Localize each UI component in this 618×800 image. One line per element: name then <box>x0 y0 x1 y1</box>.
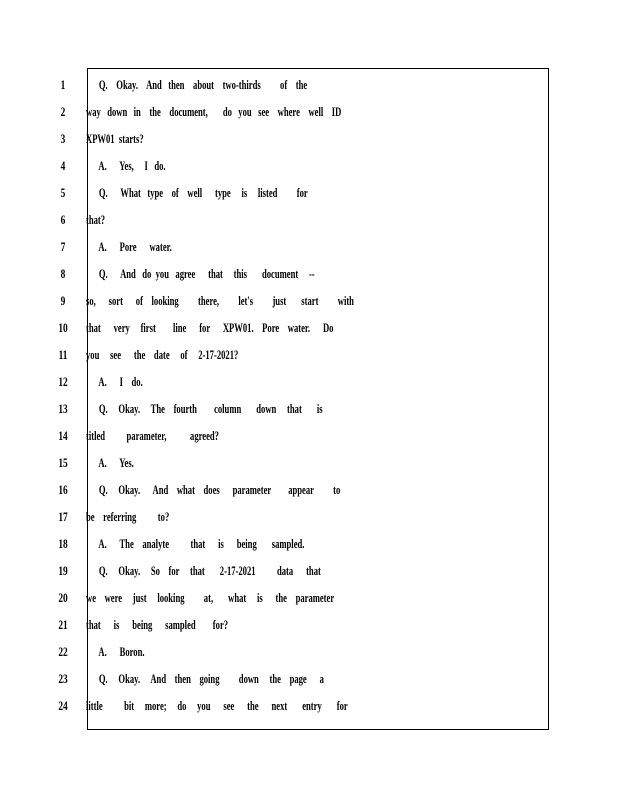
transcript-line <box>0 152 618 179</box>
transcript-line <box>0 206 618 233</box>
transcript-line <box>0 611 618 638</box>
transcript-line <box>0 98 618 125</box>
line-number: 4 <box>60 158 66 173</box>
line-text: be referring to? <box>86 509 170 524</box>
line-text: A. Yes. <box>86 455 134 470</box>
line-text: A. Yes, I do. <box>86 158 166 173</box>
transcript-line <box>0 233 618 260</box>
transcript-line <box>0 395 618 422</box>
line-number: 13 <box>58 401 68 416</box>
line-text: that is being sampled for? <box>86 617 229 632</box>
line-text: Q. What type of well type is listed for <box>86 185 308 200</box>
line-text: Q. Okay. So for that 2-17-2021 data that <box>86 563 321 578</box>
line-text: you see the date of 2-17-2021? <box>86 347 239 362</box>
line-text: Q. And do you agree that this document -- <box>86 266 315 281</box>
line-text: that? <box>86 212 106 227</box>
line-text: A. Boron. <box>86 644 145 659</box>
line-text: titled parameter, agreed? <box>86 428 219 443</box>
line-text: so, sort of looking there, let's just start with <box>86 293 354 308</box>
line-text: Q. Okay. And then about two-thirds of the <box>86 77 308 92</box>
transcript-line <box>0 476 618 503</box>
line-number: 6 <box>60 212 66 227</box>
transcript-line <box>0 422 618 449</box>
transcript-line <box>0 449 618 476</box>
line-number: 17 <box>58 509 68 524</box>
line-number: 5 <box>60 185 66 200</box>
line-text: we were just looking at, what is the parameter <box>86 590 335 605</box>
transcript-line <box>0 557 618 584</box>
line-number: 10 <box>58 320 68 335</box>
line-number: 3 <box>60 131 66 146</box>
line-number: 11 <box>58 347 68 362</box>
line-number: 23 <box>58 671 68 686</box>
line-number: 22 <box>58 644 68 659</box>
transcript-line <box>0 584 618 611</box>
transcript-line <box>0 341 618 368</box>
line-number: 20 <box>58 590 68 605</box>
transcript-line <box>0 503 618 530</box>
line-text: Q. Okay. And then going down the page a <box>86 671 324 686</box>
line-number: 19 <box>58 563 68 578</box>
transcript-line <box>0 638 618 665</box>
line-number: 15 <box>58 455 68 470</box>
line-text: little bit more; do you see the next entry for <box>86 698 348 713</box>
line-text: A. The analyte that is being sampled. <box>86 536 305 551</box>
line-number: 8 <box>60 266 66 281</box>
line-text: XPW01 starts? <box>86 131 144 146</box>
line-number: 12 <box>58 374 68 389</box>
transcript-line <box>0 530 618 557</box>
line-number: 18 <box>58 536 68 551</box>
line-number: 14 <box>58 428 68 443</box>
line-text: A. I do. <box>86 374 143 389</box>
transcript-line <box>0 125 618 152</box>
transcript-line <box>0 179 618 206</box>
transcript-line <box>0 260 618 287</box>
line-text: Q. Okay. The fourth column down that is <box>86 401 323 416</box>
line-number: 24 <box>58 698 68 713</box>
line-number: 21 <box>58 617 68 632</box>
transcript-line <box>0 71 618 98</box>
line-number: 1 <box>60 77 66 92</box>
line-number: 2 <box>60 104 66 119</box>
line-text: way down in the document, do you see where well ID <box>86 104 342 119</box>
transcript-line <box>0 287 618 314</box>
transcript-line <box>0 368 618 395</box>
line-text: that very first line for XPW01. Pore water. Do <box>86 320 334 335</box>
line-number: 7 <box>60 239 66 254</box>
line-number: 16 <box>58 482 68 497</box>
transcript-line <box>0 692 618 719</box>
line-text: A. Pore water. <box>86 239 172 254</box>
line-text: Q. Okay. And what does parameter appear to <box>86 482 341 497</box>
transcript-line <box>0 314 618 341</box>
line-number: 9 <box>60 293 66 308</box>
transcript-line <box>0 665 618 692</box>
